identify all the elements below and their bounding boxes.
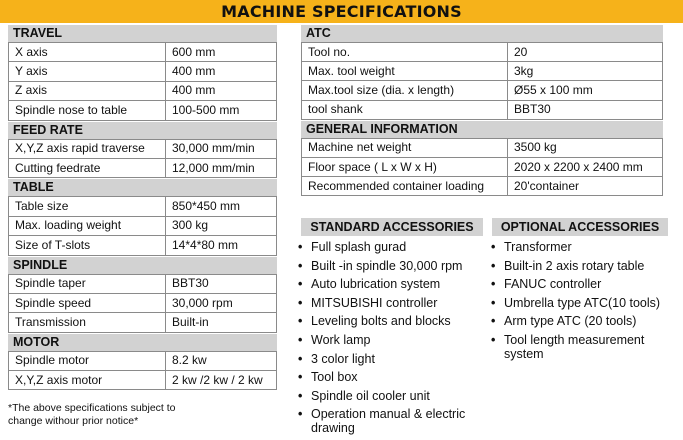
right-spec-panel: [301, 25, 663, 197]
spec-value: 2020 x 2200 x 2400 mm: [508, 157, 663, 176]
spec-label: Transmission: [9, 313, 166, 332]
spec-label: Max. loading weight: [9, 216, 166, 235]
spec-label: Z axis: [9, 81, 166, 100]
accessory-label: Built-in 2 axis rotary table: [504, 258, 645, 273]
spec-label: Tool no.: [302, 43, 508, 62]
spec-value: 2 kw /2 kw / 2 kw: [166, 371, 277, 390]
bullet-icon: •: [298, 258, 303, 273]
bullet-icon: •: [298, 388, 303, 403]
accessory-label: Auto lubrication system: [311, 277, 441, 292]
spec-table-table: [8, 196, 277, 255]
spec-table-general-information: [301, 138, 663, 197]
accessory-label: Operation manual & electric drawing: [311, 407, 466, 436]
accessory-label: Tool box: [311, 370, 358, 385]
accessory-label: Tool length measurement system: [504, 332, 645, 361]
spec-row: [9, 62, 277, 81]
accessory-label: 3 color light: [311, 351, 375, 366]
spec-label: Floor space ( L x W x H): [302, 157, 508, 176]
spec-row: [302, 43, 663, 62]
spec-row: [302, 157, 663, 176]
optional-accessories-list: [490, 240, 680, 366]
bullet-icon: •: [298, 351, 303, 366]
spec-row: [9, 101, 277, 120]
spec-row: [9, 236, 277, 255]
accessory-item: [297, 370, 487, 384]
accessory-item: [297, 389, 487, 403]
spec-value: 12,000 mm/min: [166, 158, 277, 177]
footnote: *The above specifications subject to change withour prior notice*: [8, 402, 176, 427]
bullet-icon: •: [298, 277, 303, 292]
spec-row: [9, 351, 277, 370]
accessory-item: [297, 333, 487, 347]
spec-table-travel: [8, 42, 277, 121]
accessory-label: Spindle oil cooler unit: [311, 388, 430, 403]
spec-label: X,Y,Z axis rapid traverse: [9, 139, 166, 158]
spec-row: [9, 313, 277, 332]
section-heading-spindle: SPINDLE: [8, 257, 277, 274]
spec-row: [9, 274, 277, 293]
accessory-label: Work lamp: [311, 332, 371, 347]
accessory-item: [490, 296, 680, 310]
accessory-item: [490, 240, 680, 254]
spec-value: 30,000 mm/min: [166, 139, 277, 158]
bullet-icon: •: [491, 258, 496, 273]
accessory-label: FANUC controller: [504, 277, 602, 292]
accessory-item: [297, 352, 487, 366]
spec-value: Ø55 x 100 mm: [508, 81, 663, 100]
spec-row: [9, 43, 277, 62]
accessory-label: Transformer: [504, 240, 572, 254]
spec-value: BBT30: [508, 100, 663, 119]
bullet-icon: •: [298, 314, 303, 329]
spec-label: Machine net weight: [302, 138, 508, 157]
accessory-item: [297, 296, 487, 310]
spec-label: Max. tool weight: [302, 62, 508, 81]
spec-table-spindle: [8, 274, 277, 333]
accessory-item: [490, 259, 680, 273]
accessory-item: [490, 333, 680, 361]
bullet-icon: •: [491, 295, 496, 310]
section-heading-atc: ATC: [301, 25, 663, 42]
bullet-icon: •: [298, 332, 303, 347]
spec-row: [9, 197, 277, 216]
bullet-icon: •: [491, 277, 496, 292]
accessory-label: MITSUBISHI controller: [311, 295, 438, 310]
spec-label: Table size: [9, 197, 166, 216]
section-heading-general-information: GENERAL INFORMATION: [301, 121, 663, 138]
accessory-item: [297, 240, 487, 254]
spec-value: 400 mm: [166, 62, 277, 81]
accessory-label: Arm type ATC (20 tools): [504, 314, 637, 329]
spec-label: Y axis: [9, 62, 166, 81]
bullet-icon: •: [491, 314, 496, 329]
spec-value: 3kg: [508, 62, 663, 81]
bullet-icon: •: [298, 240, 303, 254]
spec-value: 850*450 mm: [166, 197, 277, 216]
spec-value: 14*4*80 mm: [166, 236, 277, 255]
spec-value: BBT30: [166, 274, 277, 293]
spec-row: [302, 81, 663, 100]
spec-label: Spindle motor: [9, 351, 166, 370]
standard-accessories-heading: STANDARD ACCESSORIES: [301, 218, 483, 236]
accessory-label: Leveling bolts and blocks: [311, 314, 451, 329]
spec-table-feed-rate: [8, 139, 277, 179]
section-heading-motor: MOTOR: [8, 334, 277, 351]
spec-label: Max.tool size (dia. x length): [302, 81, 508, 100]
spec-row: [9, 158, 277, 177]
spec-row: [302, 62, 663, 81]
spec-value: 3500 kg: [508, 138, 663, 157]
spec-row: [302, 177, 663, 196]
spec-label: Spindle taper: [9, 274, 166, 293]
spec-value: 30,000 rpm: [166, 293, 277, 312]
accessory-item: [297, 314, 487, 328]
spec-value: 300 kg: [166, 216, 277, 235]
bullet-icon: •: [491, 240, 496, 254]
spec-value: 600 mm: [166, 43, 277, 62]
spec-table-atc: [301, 42, 663, 120]
optional-accessories-heading: OPTIONAL ACCESSORIES: [492, 218, 668, 236]
accessory-item: [297, 259, 487, 273]
spec-row: [9, 293, 277, 312]
spec-label: Size of T-slots: [9, 236, 166, 255]
spec-value: 20: [508, 43, 663, 62]
page-title-banner: [0, 0, 683, 23]
bullet-icon: •: [491, 332, 496, 347]
spec-table-motor: [8, 351, 277, 391]
spec-value: 20'container: [508, 177, 663, 196]
spec-label: Recommended container loading: [302, 177, 508, 196]
spec-value: 400 mm: [166, 81, 277, 100]
spec-label: X axis: [9, 43, 166, 62]
spec-row: [9, 371, 277, 390]
spec-label: Spindle nose to table: [9, 101, 166, 120]
standard-accessories-list: [297, 240, 487, 440]
section-heading-travel: TRAVEL: [8, 25, 277, 42]
section-heading-table: TABLE: [8, 179, 277, 196]
spec-value: 100-500 mm: [166, 101, 277, 120]
accessory-label: Built -in spindle 30,000 rpm: [311, 258, 463, 273]
accessory-label: Umbrella type ATC(10 tools): [504, 295, 661, 310]
accessory-item: [490, 277, 680, 291]
bullet-icon: •: [298, 370, 303, 385]
accessory-item: [297, 277, 487, 291]
section-heading-feed-rate: FEED RATE: [8, 122, 277, 139]
spec-value: Built-in: [166, 313, 277, 332]
accessory-label: Full splash gurad: [311, 240, 407, 254]
spec-label: Cutting feedrate: [9, 158, 166, 177]
spec-label: Spindle speed: [9, 293, 166, 312]
spec-row: [302, 138, 663, 157]
accessory-item: [297, 407, 487, 435]
spec-label: tool shank: [302, 100, 508, 119]
bullet-icon: •: [298, 295, 303, 310]
spec-row: [9, 216, 277, 235]
spec-row: [302, 100, 663, 119]
spec-row: [9, 81, 277, 100]
bullet-icon: •: [298, 407, 303, 422]
accessory-item: [490, 314, 680, 328]
spec-value: 8.2 kw: [166, 351, 277, 370]
spec-label: X,Y,Z axis motor: [9, 371, 166, 390]
spec-row: [9, 139, 277, 158]
left-spec-panel: [8, 25, 277, 391]
page-title: MACHINE SPECIFICATIONS: [221, 2, 462, 21]
